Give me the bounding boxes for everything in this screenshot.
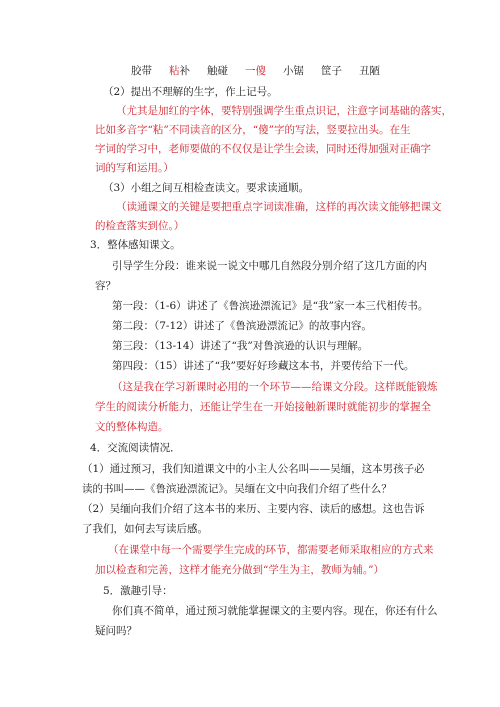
section-division-item: 第三段：（13-14）讲述了“我”对鲁滨逊的认识与理解。: [112, 340, 369, 352]
vocabulary-line: [131, 63, 380, 79]
paragraph-line: 了我们，如何去写读后感。: [82, 523, 208, 535]
teacher-note-line: 的检查落实到位。）: [95, 220, 185, 232]
section-5-heading: 5．激趣引导：: [103, 585, 173, 597]
teacher-note-line: 文的整体构造。: [95, 421, 169, 433]
vocab-word: 丑陋: [359, 65, 380, 77]
section-division-item: 第二段：（7-12）讲述了《鲁滨逊漂流记》的故事内容。: [112, 320, 372, 332]
vocab-word: 触碰: [207, 65, 228, 77]
section-division-item: 第四段：（15）讲述了“我”要好好珍藏这本书，并要传给下一代。: [112, 360, 415, 372]
teacher-note-line: （这是我在学习新课时必用的一个环节——给课文分段。这样既能锻炼: [112, 381, 438, 393]
teacher-note-line: 加以检查和完善，这样才能充分做到“学生为主，教师为辅。”）: [95, 564, 384, 576]
teacher-note-line: 学生的阅读分析能力，还能让学生在一开始接触新课时就能初步的掌握全: [95, 401, 431, 413]
paragraph-line: （2）吴缅向我们介绍了这本书的来历、主要内容、读后的感想。这也告诉: [82, 503, 425, 515]
teacher-note-line: 词的写和运用。）: [95, 162, 174, 174]
teacher-note-line: （在课堂中每一个需要学生完成的环节，都需要老师采取相应的方式来: [108, 544, 434, 556]
paragraph-line: 引导学生分段：谁来说一说文中哪几自然段分别介绍了这几方面的内: [112, 260, 427, 272]
teacher-note-line: 字词的学习中，老师要做的不仅仅是让学生会读，同时还得加强对正确字: [95, 143, 431, 155]
section-4-heading: 4．交流阅读情况．: [90, 442, 181, 454]
step-3-heading: （3）小组之间互相检查读文。要求读通顺。: [103, 182, 310, 194]
teacher-note-line: 比如多音字“粘”不同读音的区分，“傻”字的写法，竖要拉出头。在生: [95, 124, 411, 136]
step-2-heading: （2）提出不理解的生字，作上记号。: [103, 86, 278, 98]
paragraph-line: 疑问吗？: [95, 625, 137, 637]
vocab-highlight: 傻: [255, 65, 266, 77]
paragraph-line: 读的书叫——《鲁滨逊漂流记》。吴缅在文中向我们介绍了些什么？: [82, 483, 392, 495]
paragraph-line: 容？: [95, 280, 116, 292]
section-division-item: 第一段：（1-6）讲述了《鲁滨逊漂流记》是“我”家一本三代相传书。: [112, 300, 429, 312]
teacher-note-line: （读通课文的关键是要把重点字词读准确，这样的再次读文能够把课文: [116, 201, 442, 213]
vocab-word: 小锯: [283, 65, 304, 77]
vocab-word-highlighted: 粘补: [169, 65, 190, 77]
vocab-word: 筐子: [321, 65, 342, 77]
teacher-note-line: （尤其是加红的字体，要特别强调学生重点识记，注意字词基础的落实，: [116, 105, 452, 117]
vocab-word-highlighted: 一傻: [245, 65, 266, 77]
section-3-heading: 3．整体感知课文。: [90, 239, 181, 251]
vocab-word: 胶带: [131, 65, 152, 77]
paragraph-line: （1）通过预习，我们知道课文中的小主人公名叫——吴缅，这本男孩子必: [82, 463, 425, 475]
paragraph-line: 你们真不简单，通过预习就能掌握课文的主要内容。现在，你还有什么: [112, 605, 438, 617]
vocab-highlight: 粘: [169, 65, 180, 77]
